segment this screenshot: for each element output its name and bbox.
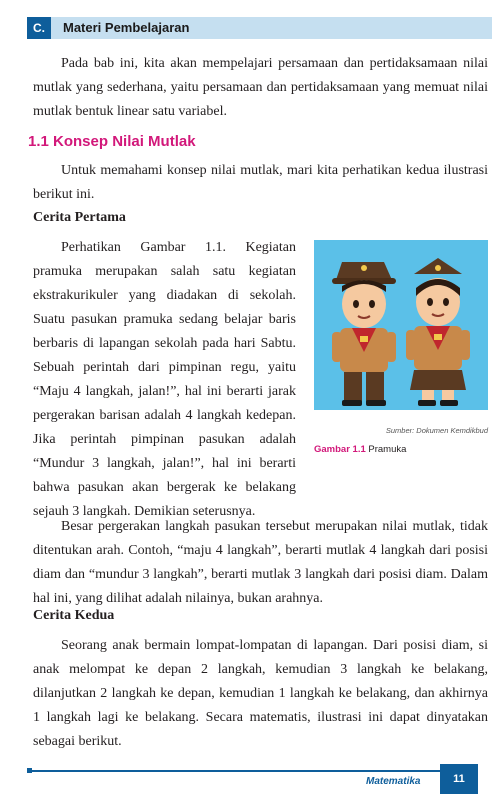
girl-scout-figure [406,258,470,406]
figure-caption-text: Pramuka [368,444,407,455]
section-header [27,17,492,39]
story1-paragraph: Perhatikan Gambar 1.1. Kegiatan pramuka merupakan salah satu kegiatan ekstrakurikuler yang diadakan di sekolah. Suatu pasukan pramuka sedang belajar baris berbaris di lapangan sekolah pada hari Sabtu. Sebuah perintah dari pimpinan regu, yaitu “Maju 4 langkah, jalan!”, hal ini berarti jarak pergerakan barisan adalah 4 langkah kedepan. Jika perintah pimpinan pasukan adalah “Mundur 3 langkah, jalan!”, hal ini berarti bahwa pasukan akan bergerak ke belakang sejauh 3 langkah. Demikian seterusnya. [33,240,296,519]
scout-figures [314,240,488,410]
story1-heading: Cerita Pertama [33,210,126,225]
section-letter: C. [27,17,51,39]
page-number: 11 [440,764,478,794]
figure-caption-number: Gambar 1.1 [314,444,366,455]
scout-illustration [314,240,488,410]
boy-scout-figure [332,262,396,406]
story2-paragraph: Seorang anak bermain lompat-lompatan di lapangan. Dari posisi diam, si anak melompat ke depan 2 langkah, kemudian 3 langkah ke belakang, dilanjutkan 2 langkah ke depan, kemudian 1 langkah ke belakang, dan akhirnya 1 langkah lagi ke belakang. Secara matematis, ilustrasi ini dapat dinyatakan sebagai berikut. [33,638,488,749]
section-header-title: Materi Pembelajaran [63,20,190,35]
figure-caption [314,444,406,455]
story2-heading: Cerita Kedua [33,608,115,623]
section-intro-paragraph: Untuk memahami konsep nilai mutlak, mari kita perhatikan kedua ilustrasi berikut ini. [33,163,488,202]
footer-subject: Matematika [366,776,421,787]
story1-paragraph-2: Besar pergerakan langkah pasukan tersebut merupakan nilai mutlak, tidak ditentukan arah. Contoh, “maju 4 langkah”, berarti mutlak 4 langkah dari posisi diam dan “mundur 3 langkah”, berarti mutlak 3 langkah dari posisi diam. Dalam hal ini, yang dilihat adalah nilainya, bukan arahnya. [33,519,488,606]
figure-credit: Sumber: Dokumen Kemdikbud [385,426,488,435]
section-title: 1.1 Konsep Nilai Mutlak [28,133,196,150]
intro-paragraph: Pada bab ini, kita akan mempelajari persamaan dan pertidaksamaan nilai mutlak yang sederhana, yaitu persamaan dan pertidaksamaan yang memuat nilai mutlak bentuk linear satu variabel. [33,56,488,119]
footer-line [30,770,470,772]
